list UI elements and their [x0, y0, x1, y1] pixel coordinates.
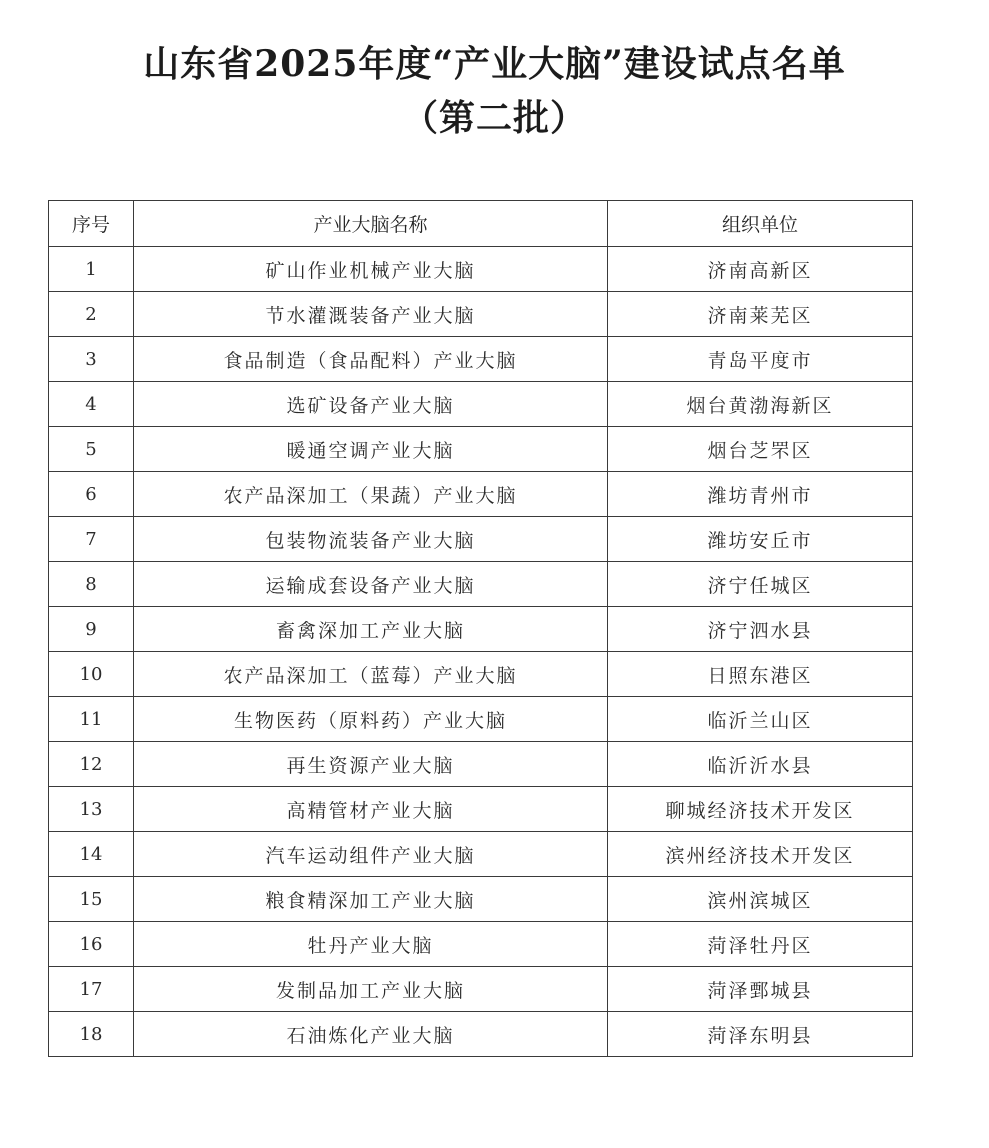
- row-brain-name: 畜禽深加工产业大脑: [134, 607, 608, 652]
- header-brain-name: 产业大脑名称: [134, 201, 608, 247]
- header-number: 序号: [49, 201, 134, 247]
- row-number: 4: [49, 382, 134, 427]
- row-number: 13: [49, 787, 134, 832]
- row-number: 6: [49, 472, 134, 517]
- row-brain-name: 发制品加工产业大脑: [134, 967, 608, 1012]
- row-brain-name: 暖通空调产业大脑: [134, 427, 608, 472]
- row-number: 12: [49, 742, 134, 787]
- row-organizer: 日照东港区: [608, 652, 913, 697]
- row-organizer: 青岛平度市: [608, 337, 913, 382]
- row-number: 14: [49, 832, 134, 877]
- table-row: [49, 562, 913, 607]
- table-row: [49, 607, 913, 652]
- row-organizer: 临沂沂水县: [608, 742, 913, 787]
- row-brain-name: 石油炼化产业大脑: [134, 1012, 608, 1057]
- table-row: [49, 292, 913, 337]
- table-row: [49, 742, 913, 787]
- row-number: 7: [49, 517, 134, 562]
- row-organizer: 济宁泗水县: [608, 607, 913, 652]
- table-row: [49, 382, 913, 427]
- table-row: [49, 922, 913, 967]
- row-number: 9: [49, 607, 134, 652]
- table-row: [49, 337, 913, 382]
- row-organizer: 济宁任城区: [608, 562, 913, 607]
- row-number: 17: [49, 967, 134, 1012]
- header-organizer: 组织单位: [608, 201, 913, 247]
- row-organizer: 济南莱芜区: [608, 292, 913, 337]
- row-organizer: 菏泽牡丹区: [608, 922, 913, 967]
- row-organizer: 滨州经济技术开发区: [608, 832, 913, 877]
- table-header-row: [49, 201, 913, 247]
- row-number: 18: [49, 1012, 134, 1057]
- row-number: 5: [49, 427, 134, 472]
- table-row: [49, 967, 913, 1012]
- row-brain-name: 运输成套设备产业大脑: [134, 562, 608, 607]
- document-subtitle: （第二批）: [401, 97, 587, 139]
- table-row: [49, 1012, 913, 1057]
- row-organizer: 菏泽鄄城县: [608, 967, 913, 1012]
- row-number: 3: [49, 337, 134, 382]
- row-organizer: 滨州滨城区: [608, 877, 913, 922]
- row-organizer: 烟台黄渤海新区: [608, 382, 913, 427]
- row-brain-name: 高精管材产业大脑: [134, 787, 608, 832]
- table-row: [49, 517, 913, 562]
- row-brain-name: 矿山作业机械产业大脑: [134, 247, 608, 292]
- row-number: 16: [49, 922, 134, 967]
- row-brain-name: 食品制造（食品配料）产业大脑: [134, 337, 608, 382]
- row-brain-name: 汽车运动组件产业大脑: [134, 832, 608, 877]
- table-row: [49, 832, 913, 877]
- row-brain-name: 粮食精深加工产业大脑: [134, 877, 608, 922]
- row-organizer: 聊城经济技术开发区: [608, 787, 913, 832]
- row-brain-name: 牡丹产业大脑: [134, 922, 608, 967]
- table-row: [49, 427, 913, 472]
- row-brain-name: 选矿设备产业大脑: [134, 382, 608, 427]
- row-number: 8: [49, 562, 134, 607]
- table-row: [49, 787, 913, 832]
- row-organizer: 菏泽东明县: [608, 1012, 913, 1057]
- table-row: [49, 472, 913, 517]
- row-brain-name: 农产品深加工（蓝莓）产业大脑: [134, 652, 608, 697]
- row-brain-name: 农产品深加工（果蔬）产业大脑: [134, 472, 608, 517]
- row-number: 15: [49, 877, 134, 922]
- document-title: 山东省2025年度“产业大脑”建设试点名单: [143, 43, 846, 85]
- row-organizer: 潍坊青州市: [608, 472, 913, 517]
- row-organizer: 潍坊安丘市: [608, 517, 913, 562]
- row-number: 11: [49, 697, 134, 742]
- table-row: [49, 697, 913, 742]
- row-organizer: 临沂兰山区: [608, 697, 913, 742]
- row-brain-name: 节水灌溉装备产业大脑: [134, 292, 608, 337]
- row-brain-name: 包装物流装备产业大脑: [134, 517, 608, 562]
- row-number: 1: [49, 247, 134, 292]
- pilot-list-table: [48, 200, 913, 1057]
- row-organizer: 烟台芝罘区: [608, 427, 913, 472]
- row-brain-name: 再生资源产业大脑: [134, 742, 608, 787]
- row-number: 10: [49, 652, 134, 697]
- table-row: [49, 652, 913, 697]
- table-row: [49, 247, 913, 292]
- row-organizer: 济南高新区: [608, 247, 913, 292]
- table-body: [49, 247, 913, 1057]
- row-number: 2: [49, 292, 134, 337]
- row-brain-name: 生物医药（原料药）产业大脑: [134, 697, 608, 742]
- table-row: [49, 877, 913, 922]
